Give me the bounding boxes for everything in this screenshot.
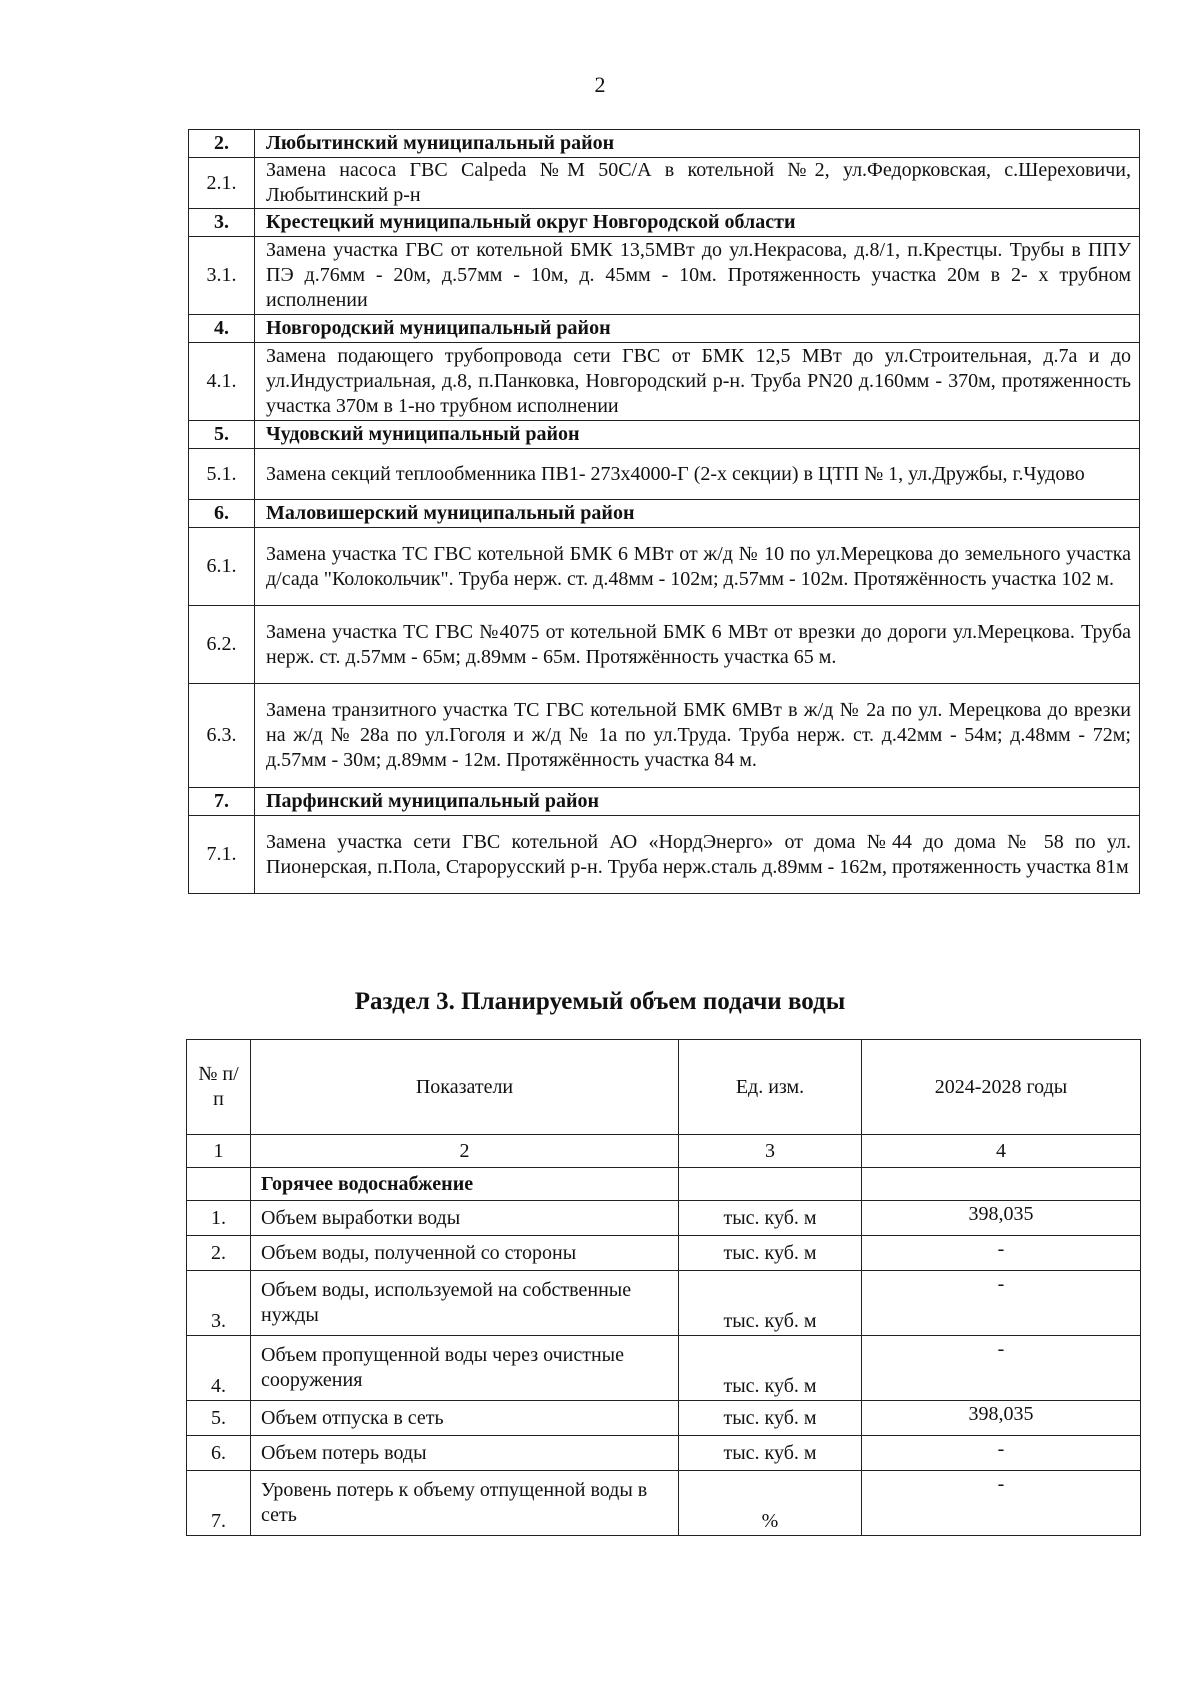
district-title: Чудовский муниципальный район xyxy=(255,421,1140,449)
district-title: Парфинский муниципальный район xyxy=(255,788,1140,816)
measure-text: Замена подающего трубопровода сети ГВС от БМК 12,5 МВт до ул.Строительная, д.7а и до ул.Индустриальная, д.8, п.Панковка, Новгородский р-н. Труба РN20 д.160мм - 370м, протяженность участка 370м в 1-но трубном исполнении xyxy=(255,343,1140,421)
district-title: Новгородский муниципальный район xyxy=(255,315,1140,343)
row-unit: тыс. куб. м xyxy=(679,1336,862,1401)
row-name: Объем отпуска в сеть xyxy=(251,1401,679,1436)
water-supply-table xyxy=(186,1039,1141,1536)
row-value: - xyxy=(862,1471,1141,1536)
row-value: 398,035 xyxy=(862,1401,1141,1436)
row-unit: тыс. куб. м xyxy=(679,1436,862,1471)
table-row xyxy=(187,1236,1141,1271)
row-number: 4. xyxy=(187,1336,251,1401)
district-number: 3. xyxy=(189,209,255,237)
row-unit: тыс. куб. м xyxy=(679,1236,862,1271)
group-row xyxy=(187,1168,1141,1201)
district-row xyxy=(189,788,1140,816)
measure-row xyxy=(189,528,1140,606)
table-row xyxy=(187,1271,1141,1336)
row-unit: % xyxy=(679,1471,862,1536)
district-row xyxy=(189,500,1140,528)
group-title: Горячее водоснабжение xyxy=(251,1168,679,1201)
district-title: Крестецкий муниципальный округ Новгородской области xyxy=(255,209,1140,237)
row-number: 7. xyxy=(187,1471,251,1536)
district-row xyxy=(189,130,1140,158)
measure-number: 6.3. xyxy=(189,684,255,788)
district-number: 7. xyxy=(189,788,255,816)
measure-row xyxy=(189,684,1140,788)
row-name: Уровень потерь к объему отпущенной воды в сеть xyxy=(251,1471,679,1536)
measure-row xyxy=(189,816,1140,894)
measure-row xyxy=(189,158,1140,209)
measure-text: Замена насоса ГВС Calpeda №М 50С/А в котельной №2, ул.Федорковская, с.Шереховичи, Любытинский р-н xyxy=(255,158,1140,209)
measure-row xyxy=(189,449,1140,500)
measure-number: 5.1. xyxy=(189,449,255,500)
header-row xyxy=(187,1040,1141,1135)
district-row xyxy=(189,315,1140,343)
district-number: 4. xyxy=(189,315,255,343)
row-value: - xyxy=(862,1236,1141,1271)
column-index: 1 xyxy=(187,1135,251,1168)
row-name: Объем потерь воды xyxy=(251,1436,679,1471)
row-name: Объем пропущенной воды через очистные сооружения xyxy=(251,1336,679,1401)
district-number: 2. xyxy=(189,130,255,158)
measure-number: 6.1. xyxy=(189,528,255,606)
row-number: 5. xyxy=(187,1401,251,1436)
row-number: 3. xyxy=(187,1271,251,1336)
measure-number: 2.1. xyxy=(189,158,255,209)
row-value: 398,035 xyxy=(862,1201,1141,1236)
column-index: 2 xyxy=(251,1135,679,1168)
row-number: 6. xyxy=(187,1436,251,1471)
table-row xyxy=(187,1436,1141,1471)
row-name: Объем воды, полученной со стороны xyxy=(251,1236,679,1271)
header-period: 2024-2028 годы xyxy=(862,1040,1141,1135)
row-unit: тыс. куб. м xyxy=(679,1201,862,1236)
section-title: Раздел 3. Планируемый объем подачи воды xyxy=(354,988,846,1015)
row-name: Объем выработки воды xyxy=(251,1201,679,1236)
measure-number: 6.2. xyxy=(189,606,255,684)
header-indicator: Показатели xyxy=(251,1040,679,1135)
column-index: 4 xyxy=(862,1135,1141,1168)
measure-row xyxy=(189,237,1140,315)
table-row xyxy=(187,1201,1141,1236)
measure-number: 4.1. xyxy=(189,343,255,421)
row-value: - xyxy=(862,1271,1141,1336)
row-value: - xyxy=(862,1336,1141,1401)
row-number: 2. xyxy=(187,1236,251,1271)
measure-text: Замена участка ТС ГВС №4075 от котельной БМК 6 МВт от врезки до дороги ул.Мерецкова. Труба нерж. ст. д.57мм - 65м; д.89мм - 65м. Протяжённость участка 65 м. xyxy=(255,606,1140,684)
measure-text: Замена участка ГВС от котельной БМК 13,5МВт до ул.Некрасова, д.8/1, п.Крестцы. Трубы в ППУ ПЭ д.76мм - 20м, д.57мм - 10м, д. 45мм - 10м. Протяженность участка 20м в 2- х трубном исполнении xyxy=(255,237,1140,315)
page-number: 2 xyxy=(594,72,606,97)
district-number: 6. xyxy=(189,500,255,528)
row-name: Объем воды, используемой на собственные нужды xyxy=(251,1271,679,1336)
measure-number: 7.1. xyxy=(189,816,255,894)
header-num: № п/п xyxy=(187,1040,251,1135)
row-value: - xyxy=(862,1436,1141,1471)
table-row xyxy=(187,1401,1141,1436)
district-row xyxy=(189,421,1140,449)
measure-text: Замена участка ТС ГВС котельной БМК 6 МВт от ж/д № 10 по ул.Мерецкова до земельного участка д/сада "Колокольчик". Труба нерж. ст. д.48мм - 102м; д.57мм - 102м. Протяжённость участка 102 м. xyxy=(255,528,1140,606)
column-index: 3 xyxy=(679,1135,862,1168)
measure-text: Замена транзитного участка ТС ГВС котельной БМК 6МВт в ж/д № 2а по ул. Мерецкова до врезки на ж/д № 28а по ул.Гоголя и ж/д № 1а по ул.Труда. Труба нерж. ст. д.42мм - 54м; д.48мм - 72м; д.57мм - 30м; д.89мм - 12м. Протяжённость участка 84 м. xyxy=(255,684,1140,788)
table-row xyxy=(187,1336,1141,1401)
district-title: Любытинский муниципальный район xyxy=(255,130,1140,158)
row-unit: тыс. куб. м xyxy=(679,1271,862,1336)
measure-row xyxy=(189,606,1140,684)
measure-number: 3.1. xyxy=(189,237,255,315)
row-unit: тыс. куб. м xyxy=(679,1401,862,1436)
district-number: 5. xyxy=(189,421,255,449)
table-row xyxy=(187,1471,1141,1536)
district-title: Маловишерский муниципальный район xyxy=(255,500,1140,528)
header-unit: Ед. изм. xyxy=(679,1040,862,1135)
measure-text: Замена участка сети ГВС котельной АО «НордЭнерго» от дома №44 до дома № 58 по ул. Пионерская, п.Пола, Старорусский р-н. Труба нерж.сталь д.89мм - 162м, протяженность участка 81м xyxy=(255,816,1140,894)
column-index-row xyxy=(187,1135,1141,1168)
district-row xyxy=(189,209,1140,237)
row-number: 1. xyxy=(187,1201,251,1236)
measures-table xyxy=(188,129,1140,894)
measure-text: Замена секций теплообменника ПВ1- 273х4000-Г (2-х секции) в ЦТП № 1, ул.Дружбы, г.Чудово xyxy=(255,449,1140,500)
measure-row xyxy=(189,343,1140,421)
